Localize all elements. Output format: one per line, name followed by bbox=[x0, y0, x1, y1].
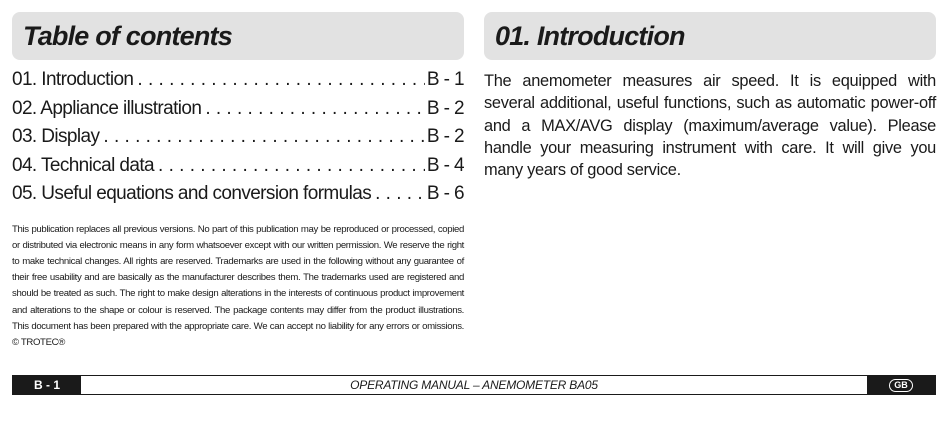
manual-title: OPERATING MANUAL – ANEMOMETER BA05 bbox=[350, 378, 598, 392]
toc-item-useful-equations[interactable] bbox=[12, 183, 464, 212]
language-badge: GB bbox=[889, 379, 913, 392]
toc-item-label: 01. Introduction bbox=[12, 69, 134, 90]
introduction-column bbox=[484, 12, 936, 198]
toc-leader-dots bbox=[103, 126, 424, 148]
toc-heading-bar bbox=[12, 12, 464, 60]
toc-item-label: 03. Display bbox=[12, 126, 100, 147]
copyright-disclaimer: This publication replaces all previous versions. No part of this publication may be reproduced or processed, copied or distributed via electronic means in any form whatsoever except with our written permission. We reserve the right to make technical changes. All rights are reserved. Trademarks are used in the following without any guarantee of their free usability and are basically as the manufacturer describes them. The trademarks used are registered and should be treated as such. The right to make design alterations in the interests of continuous product improvement and alterations to the shape or colour is reserved. The package contents may differ from the product illustrations. This document has been prepared with the appropriate care. We can accept no liability for any errors or omissions. © TROTEC® bbox=[12, 223, 464, 348]
toc-item-label: 02. Appliance illustration bbox=[12, 97, 202, 119]
toc-leader-dots bbox=[137, 69, 424, 91]
toc-item-page: B - 6 bbox=[426, 183, 464, 204]
introduction-heading: 01. Introduction bbox=[495, 20, 685, 51]
toc-heading: Table of contents bbox=[23, 20, 232, 51]
toc-column bbox=[12, 12, 464, 361]
toc-item-page: B - 2 bbox=[426, 126, 464, 147]
language-indicator bbox=[867, 376, 935, 394]
toc-item-label: 04. Technical data bbox=[12, 154, 155, 176]
page-number: B - 1 bbox=[13, 376, 81, 394]
toc-item-display[interactable] bbox=[12, 126, 464, 155]
toc-item-appliance-illustration[interactable] bbox=[12, 98, 464, 127]
toc-item-page: B - 4 bbox=[426, 154, 464, 176]
page-footer bbox=[12, 375, 936, 395]
toc-item-label: 05. Useful equations and conversion formulas bbox=[12, 183, 372, 204]
toc-list bbox=[12, 69, 464, 212]
toc-leader-dots bbox=[375, 183, 425, 205]
toc-item-technical-data[interactable] bbox=[12, 155, 464, 184]
toc-item-page: B - 2 bbox=[426, 97, 464, 119]
toc-leader-dots bbox=[205, 98, 425, 120]
introduction-heading-bar bbox=[484, 12, 936, 60]
introduction-body: The anemometer measures air speed. It is equipped with several additional, useful functions, such as automatic power-off and a MAX/AVG display (maximum/average value). Please handle your measuring instrument with care. It will give you many years of good service. bbox=[484, 72, 936, 180]
toc-item-introduction[interactable] bbox=[12, 69, 464, 98]
toc-leader-dots bbox=[158, 155, 425, 177]
toc-item-page: B - 1 bbox=[426, 69, 464, 90]
